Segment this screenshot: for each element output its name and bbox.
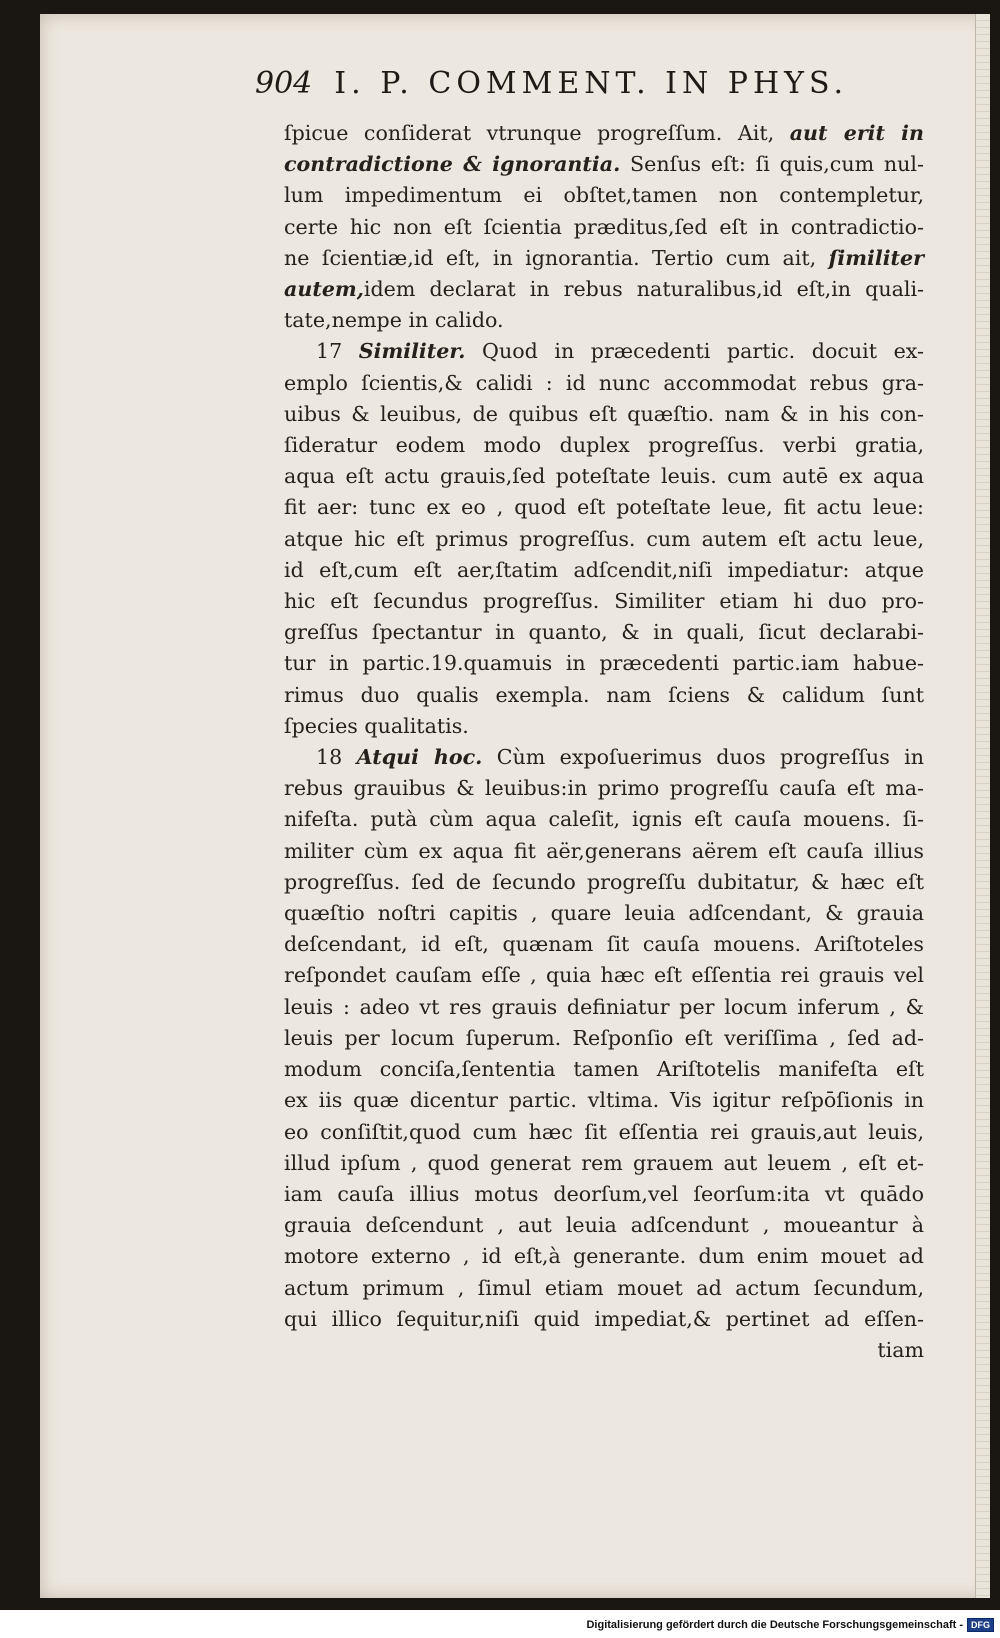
credit-text: Digitalisierung gefördert durch die Deutsche Forschungsgemeinschaft - (586, 1619, 963, 1631)
text-line (284, 524, 924, 555)
emphasized-lemma: ſimiliter (828, 245, 924, 270)
text-line (284, 243, 924, 274)
text-line (284, 586, 924, 617)
text-line (284, 1304, 924, 1335)
emphasized-lemma: autem, (284, 277, 364, 302)
text-line (284, 1210, 924, 1241)
text-segment: ſpecies qualitatis. (284, 713, 469, 738)
text-segment: tur in partic.19.quamuis in præcedenti partic.iam habue- (284, 651, 924, 676)
text-segment: qui illico ſequitur,niſi quid impediat,& pertinet ad eſſen- (284, 1306, 924, 1331)
text-line (284, 274, 924, 305)
text-line (284, 1023, 924, 1054)
text-segment: leuis per locum ſuperum. Reſponſio eſt veriſſima , ſed ad- (284, 1025, 924, 1050)
text-segment: motore externo , id eſt,à generante. dum enim mouet ad (284, 1244, 924, 1269)
text-line (284, 212, 924, 243)
text-line (284, 368, 924, 399)
emphasized-lemma: Similiter. (358, 339, 466, 364)
digitization-credit (586, 1618, 994, 1632)
text-line (284, 399, 924, 430)
emphasized-lemma: aut erit in (789, 121, 924, 145)
text-line (284, 180, 924, 211)
text-line (284, 305, 924, 336)
text-segment: eo conſiſtit,quod cum hæc ſit eſſentia rei grauis,aut leuis, (284, 1119, 924, 1144)
text-line (284, 1148, 924, 1179)
text-line (284, 898, 924, 929)
text-line (284, 929, 924, 960)
text-line (284, 1054, 924, 1085)
text-segment: hic eſt ſecundus progreſſus. Similiter etiam hi duo pro- (284, 589, 924, 614)
text-segment: uibus & leuibus, de quibus eſt quæſtio. nam & in his con- (284, 401, 924, 426)
text-segment: id eſt,cum eſt aer,ſtatim adſcendit,niſi impediatur: atque (284, 557, 924, 582)
text-line (284, 1085, 924, 1116)
text-segment: deſcendant, id eſt, quænam ſit cauſa mouens. Ariſtoteles (284, 932, 924, 957)
text-segment: actum primum , ſimul etiam mouet ad actum ſecundum, (284, 1275, 924, 1300)
body-text (284, 118, 924, 1366)
text-line (284, 461, 924, 492)
text-line (284, 492, 924, 523)
text-line (284, 711, 924, 742)
text-segment: greſſus ſpectantur in quanto, & in quali, ſicut declarabi- (284, 620, 924, 645)
text-segment: idem declarat in rebus naturalibus,id eſt,in quali- (363, 277, 924, 302)
text-line (284, 1241, 924, 1272)
text-segment: atque hic eſt primus progreſſus. cum autem eſt actu leue, (284, 526, 924, 551)
text-segment: Cùm expoſuerimus duos progreſſus in (482, 745, 924, 770)
text-line (284, 960, 924, 991)
text-segment: modum conciſa,ſententia tamen Ariſtotelis manifeſta eſt (284, 1057, 924, 1082)
text-segment: grauia deſcendunt , aut leuia adſcendunt , moueantur à (284, 1213, 924, 1238)
text-segment: emplo ſcientis,& calidi : id nunc accommodat rebus gra- (284, 370, 924, 395)
text-line (284, 555, 924, 586)
text-segment: aqua eſt actu grauis,ſed poteſtate leuis. cum autē ex aqua (284, 464, 924, 489)
text-line (284, 867, 924, 898)
text-segment: rebus grauibus & leuibus:in primo progreſſu cauſa eſt ma- (284, 776, 924, 801)
text-line (284, 1179, 924, 1210)
text-line (284, 992, 924, 1023)
text-line (284, 648, 924, 679)
text-line (284, 149, 924, 180)
text-segment: tate,nempe in calido. (284, 308, 504, 333)
text-segment: progreſſus. ſed de ſecundo progreſſu dubitatur, & hæc eſt (284, 869, 924, 894)
text-line (284, 430, 924, 461)
page-edge (975, 14, 990, 1598)
text-segment: iam cauſa illius motus deorſum,vel ſeorſum:ita vt quādo (284, 1181, 924, 1206)
emphasized-lemma: contradictione & ignorantia. (284, 152, 621, 177)
page-number: 904 (255, 66, 313, 101)
text-segment: tiam (877, 1337, 924, 1362)
text-line (284, 742, 924, 773)
text-line (284, 1117, 924, 1148)
dfg-logo: DFG (967, 1618, 994, 1632)
text-segment: certe hic non eſt ſcientia præditus,ſed eſt in contradictio- (284, 214, 924, 239)
text-segment: militer cùm ex aqua fit aër,generans aërem eſt cauſa illius (284, 838, 924, 863)
running-title: I. P. COMMENT. IN PHYS. (334, 66, 848, 101)
text-segment: nifeſta. putà cùm aqua caleſit, ignis eſt cauſa mouens. ſi- (284, 807, 924, 832)
text-line (284, 1335, 924, 1366)
text-segment: Quod in præcedenti partic. docuit ex- (465, 339, 924, 364)
text-segment: ſideratur eodem modo duplex progreſſus. verbi gratia, (284, 433, 924, 458)
text-segment: lum impedimentum ei obſtet,tamen non contempletur, (284, 183, 924, 208)
text-segment: quæſtio noſtri capitis , quare leuia adſcendant, & grauia (284, 901, 924, 926)
text-line (284, 680, 924, 711)
text-segment: leuis : adeo vt res grauis definiatur per locum inferum , & (284, 994, 924, 1019)
text-line (284, 1273, 924, 1304)
text-segment: ex iis quæ dicentur partic. vltima. Vis igitur reſpōſionis in (284, 1088, 924, 1113)
text-segment: Senſus eſt: ſi quis,cum nul- (620, 152, 924, 177)
text-segment: 18 (316, 745, 357, 770)
text-segment: reſpondet cauſam eſſe , quia hæc eſt eſſentia rei grauis vel (284, 963, 924, 988)
text-segment: ne ſcientiæ,id eſt, in ignorantia. Tertio cum ait, (284, 245, 829, 270)
text-line (284, 336, 924, 367)
text-line (284, 773, 924, 804)
text-segment: illud ipſum , quod generat rem grauem aut leuem , eſt et- (284, 1150, 924, 1175)
text-segment: fit aer: tunc ex eo , quod eſt poteſtate leue, fit actu leue: (284, 495, 924, 520)
text-segment: rimus duo qualis exempla. nam ſciens & calidum ſunt (284, 682, 924, 707)
text-line (284, 617, 924, 648)
text-line (284, 804, 924, 835)
text-line (284, 836, 924, 867)
text-line (284, 118, 924, 149)
emphasized-lemma: Atqui hoc. (356, 745, 483, 770)
text-segment: 17 (316, 339, 359, 364)
text-segment: ſpicue conſiderat vtrunque progreſſum. Ait, (284, 121, 790, 145)
running-head (255, 66, 915, 101)
